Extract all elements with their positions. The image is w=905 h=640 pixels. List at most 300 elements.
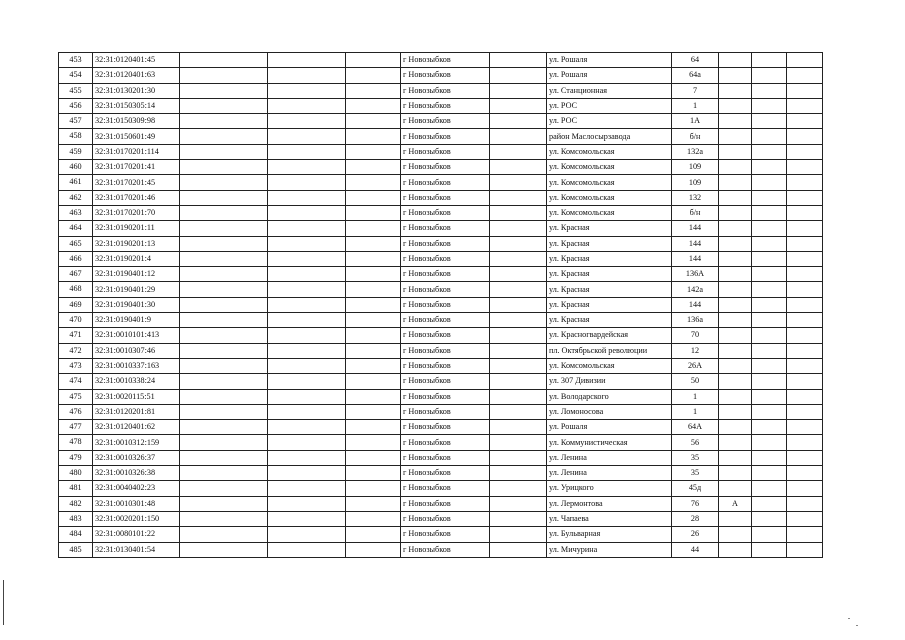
- empty-cell: [268, 144, 346, 159]
- empty-cell: [268, 175, 346, 190]
- city-cell: г Новозыбков: [401, 205, 490, 220]
- letter-cell: [719, 450, 752, 465]
- empty-cell: [346, 190, 401, 205]
- street-cell: ул. Красная: [547, 236, 672, 251]
- empty-cell: [346, 282, 401, 297]
- empty-cell: [346, 114, 401, 129]
- empty-cell: [268, 160, 346, 175]
- street-cell: ул. Комсомольская: [547, 144, 672, 159]
- street-cell: ул. РОС: [547, 98, 672, 113]
- empty-cell: [787, 282, 823, 297]
- empty-cell: [752, 435, 787, 450]
- empty-cell: [180, 190, 268, 205]
- city-cell: г Новозыбков: [401, 251, 490, 266]
- empty-cell: [346, 343, 401, 358]
- city-cell: г Новозыбков: [401, 358, 490, 373]
- empty-cell: [787, 435, 823, 450]
- table-row: [59, 205, 823, 220]
- cadastral-number-cell: 32:31:0120401:63: [93, 68, 180, 83]
- street-cell: ул. Рошаля: [547, 53, 672, 68]
- empty-cell: [787, 496, 823, 511]
- empty-cell: [180, 297, 268, 312]
- empty-cell: [752, 466, 787, 481]
- cadastral-number-cell: 32:31:0170201:45: [93, 175, 180, 190]
- letter-cell: [719, 129, 752, 144]
- empty-cell: [490, 98, 547, 113]
- house-number-cell: 136а: [672, 313, 719, 328]
- empty-cell: [490, 420, 547, 435]
- city-cell: г Новозыбков: [401, 313, 490, 328]
- empty-cell: [787, 420, 823, 435]
- street-cell: ул. Урицкого: [547, 481, 672, 496]
- empty-cell: [752, 114, 787, 129]
- empty-cell: [180, 420, 268, 435]
- empty-cell: [787, 343, 823, 358]
- city-cell: г Новозыбков: [401, 267, 490, 282]
- empty-cell: [490, 190, 547, 205]
- street-cell: ул. Комсомольская: [547, 175, 672, 190]
- empty-cell: [787, 527, 823, 542]
- street-cell: ул. Ломоносова: [547, 404, 672, 419]
- letter-cell: А: [719, 496, 752, 511]
- empty-cell: [752, 205, 787, 220]
- table-row: [59, 251, 823, 266]
- empty-cell: [346, 481, 401, 496]
- street-cell: ул. 307 Дивизии: [547, 374, 672, 389]
- table-row: [59, 129, 823, 144]
- table-row: [59, 83, 823, 98]
- house-number-cell: 26А: [672, 358, 719, 373]
- empty-cell: [787, 389, 823, 404]
- house-number-cell: 50: [672, 374, 719, 389]
- street-cell: ул. Коммунистическая: [547, 435, 672, 450]
- letter-cell: [719, 343, 752, 358]
- cadastral-number-cell: 32:31:0010326:38: [93, 466, 180, 481]
- empty-cell: [490, 404, 547, 419]
- empty-cell: [787, 466, 823, 481]
- cadastral-number-cell: 32:31:0190401:30: [93, 297, 180, 312]
- empty-cell: [180, 68, 268, 83]
- house-number-cell: 109: [672, 160, 719, 175]
- table-row: [59, 221, 823, 236]
- empty-cell: [180, 160, 268, 175]
- empty-cell: [346, 53, 401, 68]
- row-number-cell: 481: [59, 481, 93, 496]
- empty-cell: [346, 358, 401, 373]
- street-cell: ул. Красная: [547, 251, 672, 266]
- letter-cell: [719, 466, 752, 481]
- cadastral-number-cell: 32:31:0010307:46: [93, 343, 180, 358]
- table-row: [59, 297, 823, 312]
- empty-cell: [752, 282, 787, 297]
- empty-cell: [268, 53, 346, 68]
- empty-cell: [787, 358, 823, 373]
- empty-cell: [268, 435, 346, 450]
- empty-cell: [180, 496, 268, 511]
- letter-cell: [719, 282, 752, 297]
- empty-cell: [490, 144, 547, 159]
- cadastral-number-cell: 32:31:0010337:163: [93, 358, 180, 373]
- empty-cell: [752, 527, 787, 542]
- empty-cell: [180, 313, 268, 328]
- empty-cell: [180, 542, 268, 557]
- row-number-cell: 460: [59, 160, 93, 175]
- registry-body: [59, 53, 823, 558]
- row-number-cell: 475: [59, 389, 93, 404]
- property-registry-table: [58, 52, 823, 558]
- row-number-cell: 453: [59, 53, 93, 68]
- house-number-cell: 76: [672, 496, 719, 511]
- empty-cell: [752, 481, 787, 496]
- empty-cell: [752, 496, 787, 511]
- empty-cell: [490, 343, 547, 358]
- empty-cell: [180, 435, 268, 450]
- empty-cell: [346, 98, 401, 113]
- house-number-cell: 12: [672, 343, 719, 358]
- empty-cell: [346, 466, 401, 481]
- empty-cell: [490, 481, 547, 496]
- empty-cell: [346, 144, 401, 159]
- table-row: [59, 313, 823, 328]
- city-cell: г Новозыбков: [401, 221, 490, 236]
- cadastral-number-cell: 32:31:0190401:29: [93, 282, 180, 297]
- city-cell: г Новозыбков: [401, 374, 490, 389]
- cadastral-number-cell: 32:31:0130401:54: [93, 542, 180, 557]
- empty-cell: [787, 236, 823, 251]
- cadastral-number-cell: 32:31:0120401:45: [93, 53, 180, 68]
- house-number-cell: 109: [672, 175, 719, 190]
- row-number-cell: 459: [59, 144, 93, 159]
- street-cell: ул. Ленина: [547, 450, 672, 465]
- table-row: [59, 236, 823, 251]
- row-number-cell: 454: [59, 68, 93, 83]
- empty-cell: [268, 313, 346, 328]
- empty-cell: [490, 114, 547, 129]
- table-row: [59, 175, 823, 190]
- empty-cell: [752, 251, 787, 266]
- empty-cell: [752, 98, 787, 113]
- street-cell: ул. Красная: [547, 313, 672, 328]
- table-row: [59, 267, 823, 282]
- letter-cell: [719, 221, 752, 236]
- cadastral-number-cell: 32:31:0080101:22: [93, 527, 180, 542]
- letter-cell: [719, 251, 752, 266]
- letter-cell: [719, 374, 752, 389]
- house-number-cell: б/н: [672, 129, 719, 144]
- empty-cell: [787, 251, 823, 266]
- house-number-cell: 35: [672, 450, 719, 465]
- house-number-cell: 136А: [672, 267, 719, 282]
- table-row: [59, 358, 823, 373]
- empty-cell: [787, 160, 823, 175]
- empty-cell: [490, 389, 547, 404]
- city-cell: г Новозыбков: [401, 160, 490, 175]
- table-row: [59, 420, 823, 435]
- row-number-cell: 485: [59, 542, 93, 557]
- house-number-cell: 132а: [672, 144, 719, 159]
- empty-cell: [752, 175, 787, 190]
- empty-cell: [490, 282, 547, 297]
- empty-cell: [180, 205, 268, 220]
- street-cell: ул. Чапаева: [547, 511, 672, 526]
- empty-cell: [752, 542, 787, 557]
- empty-cell: [180, 236, 268, 251]
- row-number-cell: 468: [59, 282, 93, 297]
- empty-cell: [180, 450, 268, 465]
- document-sheet: [58, 52, 823, 558]
- scan-speck: [856, 625, 858, 626]
- city-cell: г Новозыбков: [401, 282, 490, 297]
- empty-cell: [787, 205, 823, 220]
- empty-cell: [490, 466, 547, 481]
- table-row: [59, 496, 823, 511]
- cadastral-number-cell: 32:31:0190201:11: [93, 221, 180, 236]
- street-cell: ул. Лермонтова: [547, 496, 672, 511]
- cadastral-number-cell: 32:31:0040402:23: [93, 481, 180, 496]
- cadastral-number-cell: 32:31:0190401:9: [93, 313, 180, 328]
- empty-cell: [180, 466, 268, 481]
- row-number-cell: 464: [59, 221, 93, 236]
- empty-cell: [787, 404, 823, 419]
- street-cell: ул. Красная: [547, 267, 672, 282]
- cadastral-number-cell: 32:31:0190201:13: [93, 236, 180, 251]
- empty-cell: [752, 53, 787, 68]
- empty-cell: [268, 542, 346, 557]
- empty-cell: [787, 297, 823, 312]
- empty-cell: [346, 205, 401, 220]
- house-number-cell: 144: [672, 221, 719, 236]
- empty-cell: [787, 481, 823, 496]
- empty-cell: [268, 236, 346, 251]
- table-row: [59, 542, 823, 557]
- empty-cell: [346, 527, 401, 542]
- city-cell: г Новозыбков: [401, 542, 490, 557]
- empty-cell: [752, 313, 787, 328]
- empty-cell: [787, 175, 823, 190]
- cadastral-number-cell: 32:31:0170201:41: [93, 160, 180, 175]
- row-number-cell: 479: [59, 450, 93, 465]
- empty-cell: [268, 511, 346, 526]
- empty-cell: [752, 129, 787, 144]
- empty-cell: [180, 114, 268, 129]
- city-cell: г Новозыбков: [401, 404, 490, 419]
- empty-cell: [752, 511, 787, 526]
- empty-cell: [490, 236, 547, 251]
- empty-cell: [268, 68, 346, 83]
- house-number-cell: 7: [672, 83, 719, 98]
- empty-cell: [346, 313, 401, 328]
- row-number-cell: 457: [59, 114, 93, 129]
- empty-cell: [490, 68, 547, 83]
- letter-cell: [719, 389, 752, 404]
- empty-cell: [346, 221, 401, 236]
- city-cell: г Новозыбков: [401, 343, 490, 358]
- empty-cell: [787, 313, 823, 328]
- empty-cell: [752, 450, 787, 465]
- city-cell: г Новозыбков: [401, 175, 490, 190]
- house-number-cell: 44: [672, 542, 719, 557]
- house-number-cell: 56: [672, 435, 719, 450]
- letter-cell: [719, 98, 752, 113]
- empty-cell: [268, 450, 346, 465]
- cadastral-number-cell: 32:31:0130201:30: [93, 83, 180, 98]
- empty-cell: [490, 435, 547, 450]
- empty-cell: [752, 83, 787, 98]
- row-number-cell: 463: [59, 205, 93, 220]
- empty-cell: [787, 328, 823, 343]
- empty-cell: [346, 389, 401, 404]
- empty-cell: [346, 374, 401, 389]
- city-cell: г Новозыбков: [401, 481, 490, 496]
- empty-cell: [180, 328, 268, 343]
- empty-cell: [346, 236, 401, 251]
- empty-cell: [180, 98, 268, 113]
- empty-cell: [752, 389, 787, 404]
- row-number-cell: 465: [59, 236, 93, 251]
- cadastral-number-cell: 32:31:0120401:62: [93, 420, 180, 435]
- table-row: [59, 511, 823, 526]
- city-cell: г Новозыбков: [401, 190, 490, 205]
- table-row: [59, 404, 823, 419]
- empty-cell: [346, 435, 401, 450]
- empty-cell: [180, 267, 268, 282]
- street-cell: ул. Станционная: [547, 83, 672, 98]
- row-number-cell: 470: [59, 313, 93, 328]
- empty-cell: [268, 527, 346, 542]
- house-number-cell: 1: [672, 404, 719, 419]
- house-number-cell: 45д: [672, 481, 719, 496]
- house-number-cell: 144: [672, 297, 719, 312]
- table-row: [59, 435, 823, 450]
- table-row: [59, 466, 823, 481]
- empty-cell: [752, 297, 787, 312]
- empty-cell: [490, 129, 547, 144]
- letter-cell: [719, 175, 752, 190]
- house-number-cell: 64а: [672, 68, 719, 83]
- empty-cell: [752, 221, 787, 236]
- city-cell: г Новозыбков: [401, 435, 490, 450]
- city-cell: г Новозыбков: [401, 511, 490, 526]
- empty-cell: [346, 496, 401, 511]
- letter-cell: [719, 511, 752, 526]
- house-number-cell: 1: [672, 98, 719, 113]
- city-cell: г Новозыбков: [401, 297, 490, 312]
- letter-cell: [719, 527, 752, 542]
- empty-cell: [268, 420, 346, 435]
- empty-cell: [180, 527, 268, 542]
- empty-cell: [268, 129, 346, 144]
- letter-cell: [719, 144, 752, 159]
- city-cell: г Новозыбков: [401, 68, 490, 83]
- empty-cell: [787, 511, 823, 526]
- street-cell: ул. Красная: [547, 297, 672, 312]
- empty-cell: [490, 527, 547, 542]
- empty-cell: [490, 83, 547, 98]
- empty-cell: [490, 328, 547, 343]
- row-number-cell: 473: [59, 358, 93, 373]
- row-number-cell: 462: [59, 190, 93, 205]
- city-cell: г Новозыбков: [401, 527, 490, 542]
- city-cell: г Новозыбков: [401, 53, 490, 68]
- city-cell: г Новозыбков: [401, 450, 490, 465]
- empty-cell: [346, 297, 401, 312]
- empty-cell: [787, 53, 823, 68]
- row-number-cell: 456: [59, 98, 93, 113]
- table-row: [59, 527, 823, 542]
- house-number-cell: 35: [672, 466, 719, 481]
- cadastral-number-cell: 32:31:0170201:114: [93, 144, 180, 159]
- empty-cell: [268, 358, 346, 373]
- empty-cell: [346, 450, 401, 465]
- street-cell: ул. Красная: [547, 282, 672, 297]
- letter-cell: [719, 160, 752, 175]
- empty-cell: [180, 83, 268, 98]
- scan-edge-mark: [3, 580, 4, 625]
- cadastral-number-cell: 32:31:0150309:98: [93, 114, 180, 129]
- house-number-cell: 70: [672, 328, 719, 343]
- empty-cell: [346, 267, 401, 282]
- empty-cell: [490, 267, 547, 282]
- empty-cell: [490, 511, 547, 526]
- table-row: [59, 282, 823, 297]
- row-number-cell: 484: [59, 527, 93, 542]
- house-number-cell: 144: [672, 251, 719, 266]
- empty-cell: [180, 481, 268, 496]
- empty-cell: [490, 205, 547, 220]
- empty-cell: [268, 466, 346, 481]
- house-number-cell: 142а: [672, 282, 719, 297]
- city-cell: г Новозыбков: [401, 236, 490, 251]
- house-number-cell: 1А: [672, 114, 719, 129]
- house-number-cell: 64А: [672, 420, 719, 435]
- street-cell: ул. Красногвардейская: [547, 328, 672, 343]
- street-cell: ул. Бульварная: [547, 527, 672, 542]
- empty-cell: [490, 358, 547, 373]
- city-cell: г Новозыбков: [401, 114, 490, 129]
- empty-cell: [180, 511, 268, 526]
- street-cell: ул. Рошаля: [547, 420, 672, 435]
- empty-cell: [346, 175, 401, 190]
- table-row: [59, 374, 823, 389]
- empty-cell: [268, 267, 346, 282]
- table-row: [59, 190, 823, 205]
- empty-cell: [268, 328, 346, 343]
- empty-cell: [787, 98, 823, 113]
- empty-cell: [268, 496, 346, 511]
- empty-cell: [490, 160, 547, 175]
- row-number-cell: 461: [59, 175, 93, 190]
- empty-cell: [787, 83, 823, 98]
- empty-cell: [787, 221, 823, 236]
- empty-cell: [490, 313, 547, 328]
- street-cell: ул. Ленина: [547, 466, 672, 481]
- cadastral-number-cell: 32:31:0020201:150: [93, 511, 180, 526]
- cadastral-number-cell: 32:31:0010101:413: [93, 328, 180, 343]
- house-number-cell: 28: [672, 511, 719, 526]
- empty-cell: [787, 68, 823, 83]
- table-row: [59, 114, 823, 129]
- empty-cell: [752, 160, 787, 175]
- cadastral-number-cell: 32:31:0190401:12: [93, 267, 180, 282]
- house-number-cell: 132: [672, 190, 719, 205]
- empty-cell: [268, 114, 346, 129]
- empty-cell: [180, 144, 268, 159]
- empty-cell: [490, 374, 547, 389]
- empty-cell: [752, 420, 787, 435]
- street-cell: ул. Володарского: [547, 389, 672, 404]
- empty-cell: [346, 328, 401, 343]
- empty-cell: [346, 251, 401, 266]
